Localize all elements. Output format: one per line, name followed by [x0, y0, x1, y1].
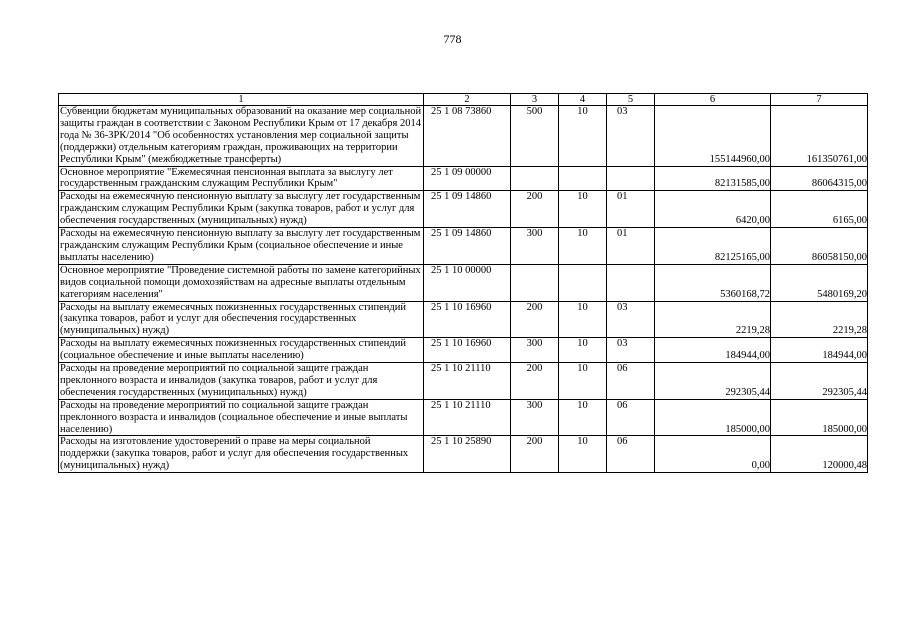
row-value-col7-cell: 185000,00 [771, 399, 868, 436]
row-col5-cell: 06 [607, 363, 655, 400]
row-name-cell: Расходы на ежемесячную пенсионную выплату за выслугу лет государственным гражданским служащим Республики Крым (социальное обеспечение и иные выплаты населению) [59, 228, 424, 265]
row-col5-cell: 03 [607, 301, 655, 338]
table-row [59, 363, 868, 400]
row-name-cell: Основное мероприятие "Ежемесячная пенсионная выплата за выслугу лет государственным гражданским служащим Республики Крым" [59, 166, 424, 191]
table-row [59, 228, 868, 265]
row-name-cell: Расходы на выплату ежемесячных пожизненных государственных стипендий (закупка товаров, работ и услуг для обеспечения государственных (муниципальных) нужд) [59, 301, 424, 338]
row-code-cell: 25 1 10 16960 [424, 338, 511, 363]
row-value-col7-cell: 161350761,00 [771, 106, 868, 167]
row-col5-cell: 06 [607, 399, 655, 436]
table-row [59, 436, 868, 473]
row-name-cell: Расходы на выплату ежемесячных пожизненных государственных стипендий (социальное обеспечение и иные выплаты населению) [59, 338, 424, 363]
header-col-1: 1 [59, 94, 424, 106]
row-code-cell: 25 1 10 21110 [424, 399, 511, 436]
row-value-col7-cell: 6165,00 [771, 191, 868, 228]
row-col4-cell: 10 [559, 191, 607, 228]
header-col-5: 5 [607, 94, 655, 106]
row-value-col7-cell: 120000,48 [771, 436, 868, 473]
row-col4-cell: 10 [559, 363, 607, 400]
row-name-cell: Расходы на проведение мероприятий по социальной защите граждан преклонного возраста и инвалидов (социальное обеспечение и иные выплаты населению) [59, 399, 424, 436]
table-row [59, 264, 868, 301]
table-header-row [59, 94, 868, 106]
header-col-2: 2 [424, 94, 511, 106]
row-col3-cell [511, 166, 559, 191]
header-col-4: 4 [559, 94, 607, 106]
row-name-cell: Расходы на изготовление удостоверений о праве на меры социальной поддержки (закупка товаров, работ и услуг для обеспечения государственных (муниципальных) нужд) [59, 436, 424, 473]
row-code-cell: 25 1 10 00000 [424, 264, 511, 301]
row-col3-cell: 500 [511, 106, 559, 167]
table-row [59, 106, 868, 167]
row-name-cell: Субвенции бюджетам муниципальных образований на оказание мер социальной защиты граждан в соответствии с Законом Республики Крым от 17 декабря 2014 года № 36-ЗРК/2014 "Об особенностях установления мер социальной защиты (поддержки) отдельным категориям граждан, проживающих на территории Республики Крым" (межбюджетные трансферты) [59, 106, 424, 167]
row-value-col6-cell: 185000,00 [655, 399, 771, 436]
row-col3-cell: 200 [511, 363, 559, 400]
row-value-col6-cell: 82131585,00 [655, 166, 771, 191]
row-col5-cell: 03 [607, 338, 655, 363]
row-col4-cell [559, 264, 607, 301]
row-col3-cell: 300 [511, 228, 559, 265]
row-value-col6-cell: 6420,00 [655, 191, 771, 228]
row-name-cell: Расходы на ежемесячную пенсионную выплату за выслугу лет государственным гражданским служащим Республики Крым (закупка товаров, работ и услуг для обеспечения государственных (муниципальных) нужд) [59, 191, 424, 228]
row-col4-cell: 10 [559, 301, 607, 338]
row-value-col6-cell: 82125165,00 [655, 228, 771, 265]
table-row [59, 338, 868, 363]
row-col5-cell [607, 166, 655, 191]
row-col4-cell: 10 [559, 228, 607, 265]
budget-table [58, 93, 868, 473]
row-col5-cell: 01 [607, 191, 655, 228]
row-value-col7-cell: 86064315,00 [771, 166, 868, 191]
row-name-cell: Расходы на проведение мероприятий по социальной защите граждан преклонного возраста и инвалидов (закупка товаров, работ и услуг для обеспечения государственных (муниципальных) нужд) [59, 363, 424, 400]
row-col3-cell: 200 [511, 436, 559, 473]
row-col3-cell: 200 [511, 301, 559, 338]
row-name-cell: Основное мероприятие "Проведение системной работы по замене категорийных видов социальной помощи домохозяйствам на адресные выплаты отдельным категориям населения" [59, 264, 424, 301]
row-col4-cell: 10 [559, 106, 607, 167]
row-col4-cell: 10 [559, 338, 607, 363]
header-col-6: 6 [655, 94, 771, 106]
row-code-cell: 25 1 10 16960 [424, 301, 511, 338]
row-value-col6-cell: 5360168,72 [655, 264, 771, 301]
page-number: 778 [443, 32, 462, 46]
table-row [59, 399, 868, 436]
table-row [59, 166, 868, 191]
row-col3-cell: 300 [511, 338, 559, 363]
row-col4-cell: 10 [559, 399, 607, 436]
row-code-cell: 25 1 09 14860 [424, 228, 511, 265]
row-col5-cell: 03 [607, 106, 655, 167]
row-col5-cell [607, 264, 655, 301]
row-code-cell: 25 1 10 21110 [424, 363, 511, 400]
row-value-col7-cell: 5480169,20 [771, 264, 868, 301]
row-col3-cell: 200 [511, 191, 559, 228]
row-col3-cell: 300 [511, 399, 559, 436]
row-code-cell: 25 1 10 25890 [424, 436, 511, 473]
header-col-3: 3 [511, 94, 559, 106]
row-value-col6-cell: 184944,00 [655, 338, 771, 363]
row-value-col6-cell: 292305,44 [655, 363, 771, 400]
row-value-col7-cell: 184944,00 [771, 338, 868, 363]
row-value-col6-cell: 0,00 [655, 436, 771, 473]
table-row [59, 191, 868, 228]
row-code-cell: 25 1 09 14860 [424, 191, 511, 228]
row-col4-cell [559, 166, 607, 191]
row-col3-cell [511, 264, 559, 301]
header-col-7: 7 [771, 94, 868, 106]
row-code-cell: 25 1 08 73860 [424, 106, 511, 167]
row-value-col6-cell: 2219,28 [655, 301, 771, 338]
row-value-col6-cell: 155144960,00 [655, 106, 771, 167]
row-col5-cell: 01 [607, 228, 655, 265]
row-code-cell: 25 1 09 00000 [424, 166, 511, 191]
row-value-col7-cell: 292305,44 [771, 363, 868, 400]
row-col5-cell: 06 [607, 436, 655, 473]
row-value-col7-cell: 2219,28 [771, 301, 868, 338]
row-value-col7-cell: 86058150,00 [771, 228, 868, 265]
table-row [59, 301, 868, 338]
row-col4-cell: 10 [559, 436, 607, 473]
